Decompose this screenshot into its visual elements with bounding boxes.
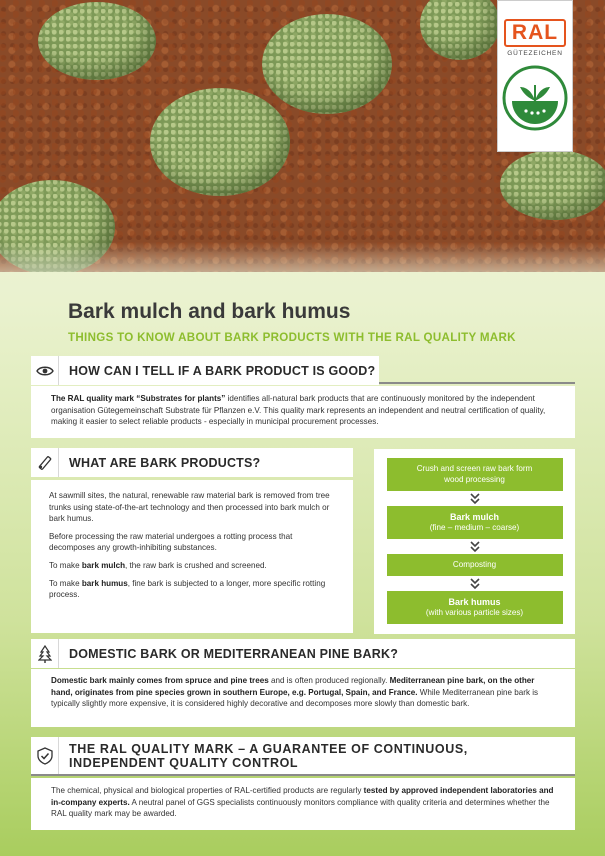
wood-icon — [31, 448, 59, 477]
section-body-domestic: Domestic bark mainly comes from spruce and pine trees and is often produced regionally. Mediterranean pine bark, on the other hand, originates from pine species grown in southern Europe, e.g. Portugal, Spain, and France. While Mediterranean pine bark is typically slightly more expensive, it is considered highly decorative and decomposes more slowly than domestic bark. — [31, 669, 575, 727]
flow-step-bark-mulch: Bark mulch (fine – medium – coarse) — [387, 506, 563, 539]
flow-step-composting: Composting — [387, 554, 563, 576]
paragraph: At sawmill sites, the natural, renewable raw material bark is removed from tree trunks using state-of-the-art technology and then processed into bark mulch or bark humus. — [49, 491, 330, 524]
page-subtitle: THINGS TO KNOW ABOUT BARK PRODUCTS WITH THE RAL QUALITY MARK — [68, 331, 516, 344]
section-rule — [31, 774, 575, 776]
quality-seal-icon — [502, 65, 568, 131]
flow-step-bark-humus: Bark humus (with various particle sizes) — [387, 591, 563, 624]
shrub — [38, 2, 156, 80]
page-title: Bark mulch and bark humus — [68, 300, 351, 323]
pine-tree-icon — [31, 639, 59, 668]
chevron-down-icon — [470, 491, 480, 506]
section-heading: HOW CAN I TELL IF A BARK PRODUCT IS GOOD? — [69, 363, 376, 378]
section-body-what: At sawmill sites, the natural, renewable raw material bark is removed from tree trunks using state-of-the-art technology and then processed into bark mulch or bark humus. Before processing the raw material undergoes a rotting process that decomposes any growth-inhibiting substances. To make bark mulch, the raw bark is crushed and screened. To make bark humus, fine bark is subjected to a longer, more specific rotting process. — [31, 480, 353, 633]
section-header-quality-mark — [31, 737, 575, 774]
ral-subtitle: GÜTEZEICHEN — [507, 50, 563, 57]
ral-logo — [497, 0, 573, 152]
section-header-good — [31, 356, 379, 385]
shield-check-icon — [31, 737, 59, 774]
shrub — [150, 88, 290, 196]
section-header-domestic — [31, 639, 575, 668]
paragraph: Before processing the raw material undergoes a rotting process that decomposes any growth-inhibiting substances. — [49, 531, 293, 553]
chevron-down-icon — [470, 576, 480, 591]
ral-brand: RAL — [504, 19, 566, 47]
chevron-down-icon — [470, 539, 480, 554]
section-heading: THE RAL QUALITY MARK – A GUARANTEE OF CONTINUOUS, INDEPENDENT QUALITY CONTROL — [69, 741, 468, 770]
section-heading: DOMESTIC BARK OR MEDITERRANEAN PINE BARK? — [69, 646, 399, 661]
section-body-quality-mark: The chemical, physical and biological properties of RAL-certified products are regularly tested by approved independent laboratories and in-company experts. A neutral panel of GGS specialists continuously monitors compliance with quality criteria and determines whether the RAL quality mark may be awarded. — [31, 778, 575, 830]
shrub — [262, 14, 392, 114]
flow-step-crush: Crush and screen raw bark form wood processing — [387, 458, 563, 491]
shrub — [500, 150, 605, 220]
section-heading: WHAT ARE BARK PRODUCTS? — [69, 455, 261, 470]
shrub — [420, 0, 500, 60]
section-body-good: The RAL quality mark “Substrates for plants” identifies all-natural bark products that are continuously monitored by the independent organisation Gütegemeinschaft Substrate für Pflanzen e.V. This quality mark represents an independent and neutral certification of quality, making it easier to select reliable products - especially in municipal procurement processes. — [31, 386, 575, 438]
process-flowchart — [374, 449, 575, 634]
eye-icon — [31, 356, 59, 385]
section-header-what — [31, 448, 353, 477]
